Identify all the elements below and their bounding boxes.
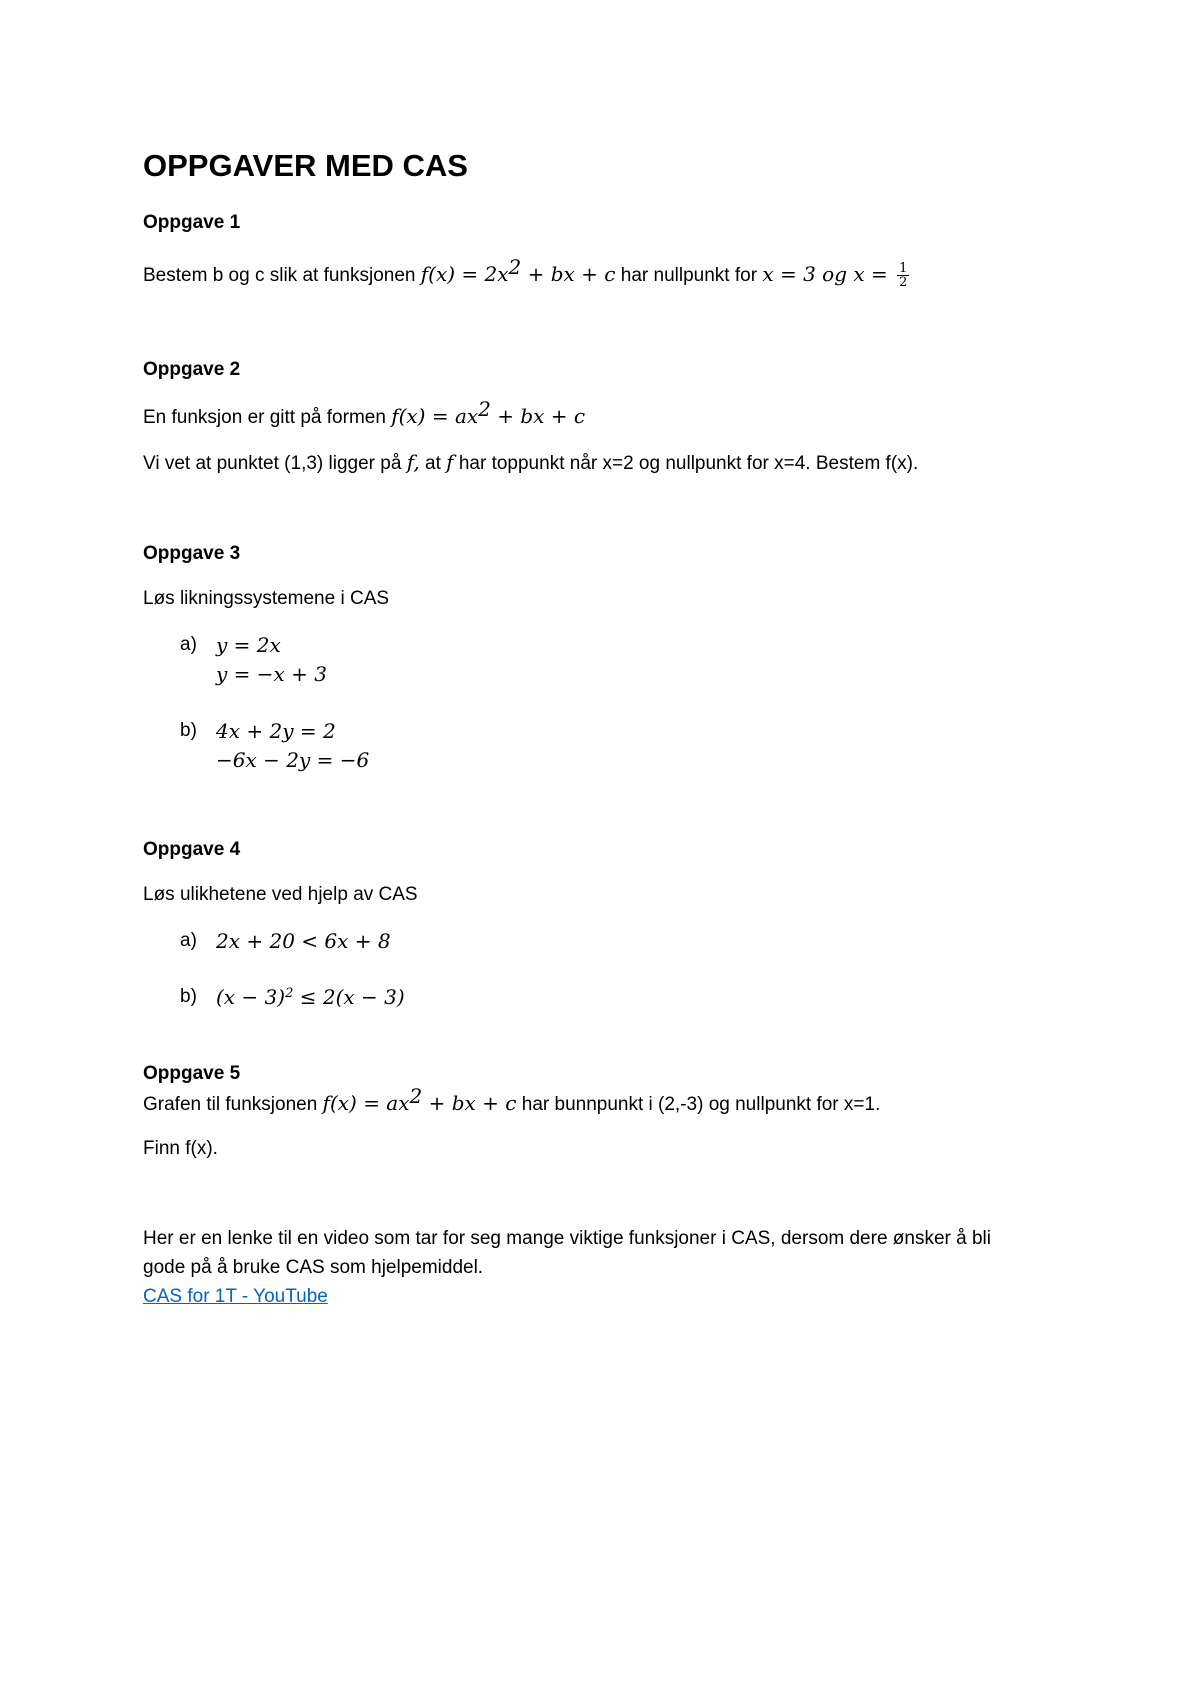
oppgave-1-function-lhs: f(x) = 2x bbox=[420, 262, 509, 286]
oppgave-2-line-2 bbox=[143, 450, 918, 476]
fraction-numerator: 1 bbox=[899, 261, 908, 277]
oppgave-4-b-inequality bbox=[216, 985, 405, 1009]
fraction-denominator: 2 bbox=[899, 275, 908, 291]
oppgave-4-b-rhs: ≤ 2(x − 3) bbox=[293, 985, 405, 1009]
oppgave-2-function-lhs: f(x) = ax bbox=[391, 404, 479, 428]
oppgave-4-a-inequality: 2x + 20 < 6x + 8 bbox=[216, 929, 391, 953]
oppgave-3-intro: Løs likningssystemene i CAS bbox=[143, 588, 390, 609]
oppgave-4-b-exp: 2 bbox=[285, 986, 294, 1001]
oppgave-5-line-1-a: Grafen til funksjonen bbox=[143, 1094, 323, 1115]
oppgave-4-a-label: a) bbox=[180, 930, 197, 951]
oppgave-3-b-equation-1: 4x + 2y = 2 bbox=[216, 719, 336, 743]
oppgave-5-line-1-b: har bunnpunkt i (2,-3) og nullpunkt for x=1. bbox=[516, 1094, 881, 1115]
page-title: OPPGAVER MED CAS bbox=[143, 148, 468, 183]
oppgave-4-heading: Oppgave 4 bbox=[143, 839, 241, 860]
oppgave-1-fraction bbox=[897, 262, 909, 289]
oppgave-2-function-rhs: + bx + c bbox=[490, 404, 586, 428]
oppgave-2-line-2-b: at bbox=[419, 453, 447, 474]
oppgave-2-line-1-text: En funksjon er gitt på formen bbox=[143, 407, 392, 428]
oppgave-5-function-lhs: f(x) = ax bbox=[322, 1091, 410, 1115]
footer-line-2: gode på å bruke CAS som hjelpemiddel. bbox=[143, 1257, 484, 1278]
footer-line-1: Her er en lenke til en video som tar for seg mange viktige funksjoner i CAS, dersom dere ønsker å bli bbox=[143, 1228, 991, 1249]
oppgave-2-heading: Oppgave 2 bbox=[143, 359, 241, 380]
oppgave-1-x-values: x = 3 og x = bbox=[762, 262, 895, 286]
oppgave-2-line-2-a: Vi vet at punktet (1,3) ligger på bbox=[143, 453, 407, 474]
oppgave-5-function-rhs: + bx + c bbox=[422, 1091, 517, 1115]
oppgave-5-function-exp: 2 bbox=[409, 1084, 423, 1108]
oppgave-2-line-2-c: har toppunkt når x=2 og nullpunkt for x=4. Bestem f(x). bbox=[453, 453, 919, 474]
oppgave-1-text bbox=[143, 255, 909, 291]
oppgave-1-text-before: Bestem b og c slik at funksjonen bbox=[143, 265, 421, 286]
cas-video-link[interactable]: CAS for 1T - YouTube bbox=[143, 1286, 328, 1307]
oppgave-2-f-symbol-2: f bbox=[446, 450, 454, 474]
video-link-line bbox=[143, 1285, 328, 1309]
oppgave-4-b-label: b) bbox=[180, 986, 197, 1007]
oppgave-3-heading: Oppgave 3 bbox=[143, 543, 241, 564]
oppgave-2-f-symbol: f, bbox=[406, 450, 420, 474]
oppgave-2-function-exp: 2 bbox=[478, 397, 491, 421]
oppgave-4-b-lhs: (x − 3) bbox=[216, 985, 286, 1009]
oppgave-5-heading: Oppgave 5 bbox=[143, 1063, 241, 1084]
oppgave-5-line-2: Finn f(x). bbox=[143, 1138, 218, 1159]
oppgave-3-a-label: a) bbox=[180, 634, 197, 655]
oppgave-1-heading: Oppgave 1 bbox=[143, 212, 241, 233]
oppgave-1-text-middle: har nullpunkt for bbox=[615, 265, 763, 286]
oppgave-4-intro: Løs ulikhetene ved hjelp av CAS bbox=[143, 884, 418, 905]
oppgave-3-a-equation-1: y = 2x bbox=[216, 633, 281, 657]
oppgave-3-a-equation-2: y = −x + 3 bbox=[216, 662, 328, 686]
oppgave-2-line-1 bbox=[143, 397, 586, 430]
oppgave-3-b-equation-2: −6x − 2y = −6 bbox=[216, 748, 370, 772]
oppgave-1-function-exp: 2 bbox=[508, 255, 522, 279]
oppgave-5-line-1 bbox=[143, 1084, 881, 1117]
oppgave-1-function-rhs: + bx + c bbox=[521, 262, 616, 286]
oppgave-3-b-label: b) bbox=[180, 720, 197, 741]
